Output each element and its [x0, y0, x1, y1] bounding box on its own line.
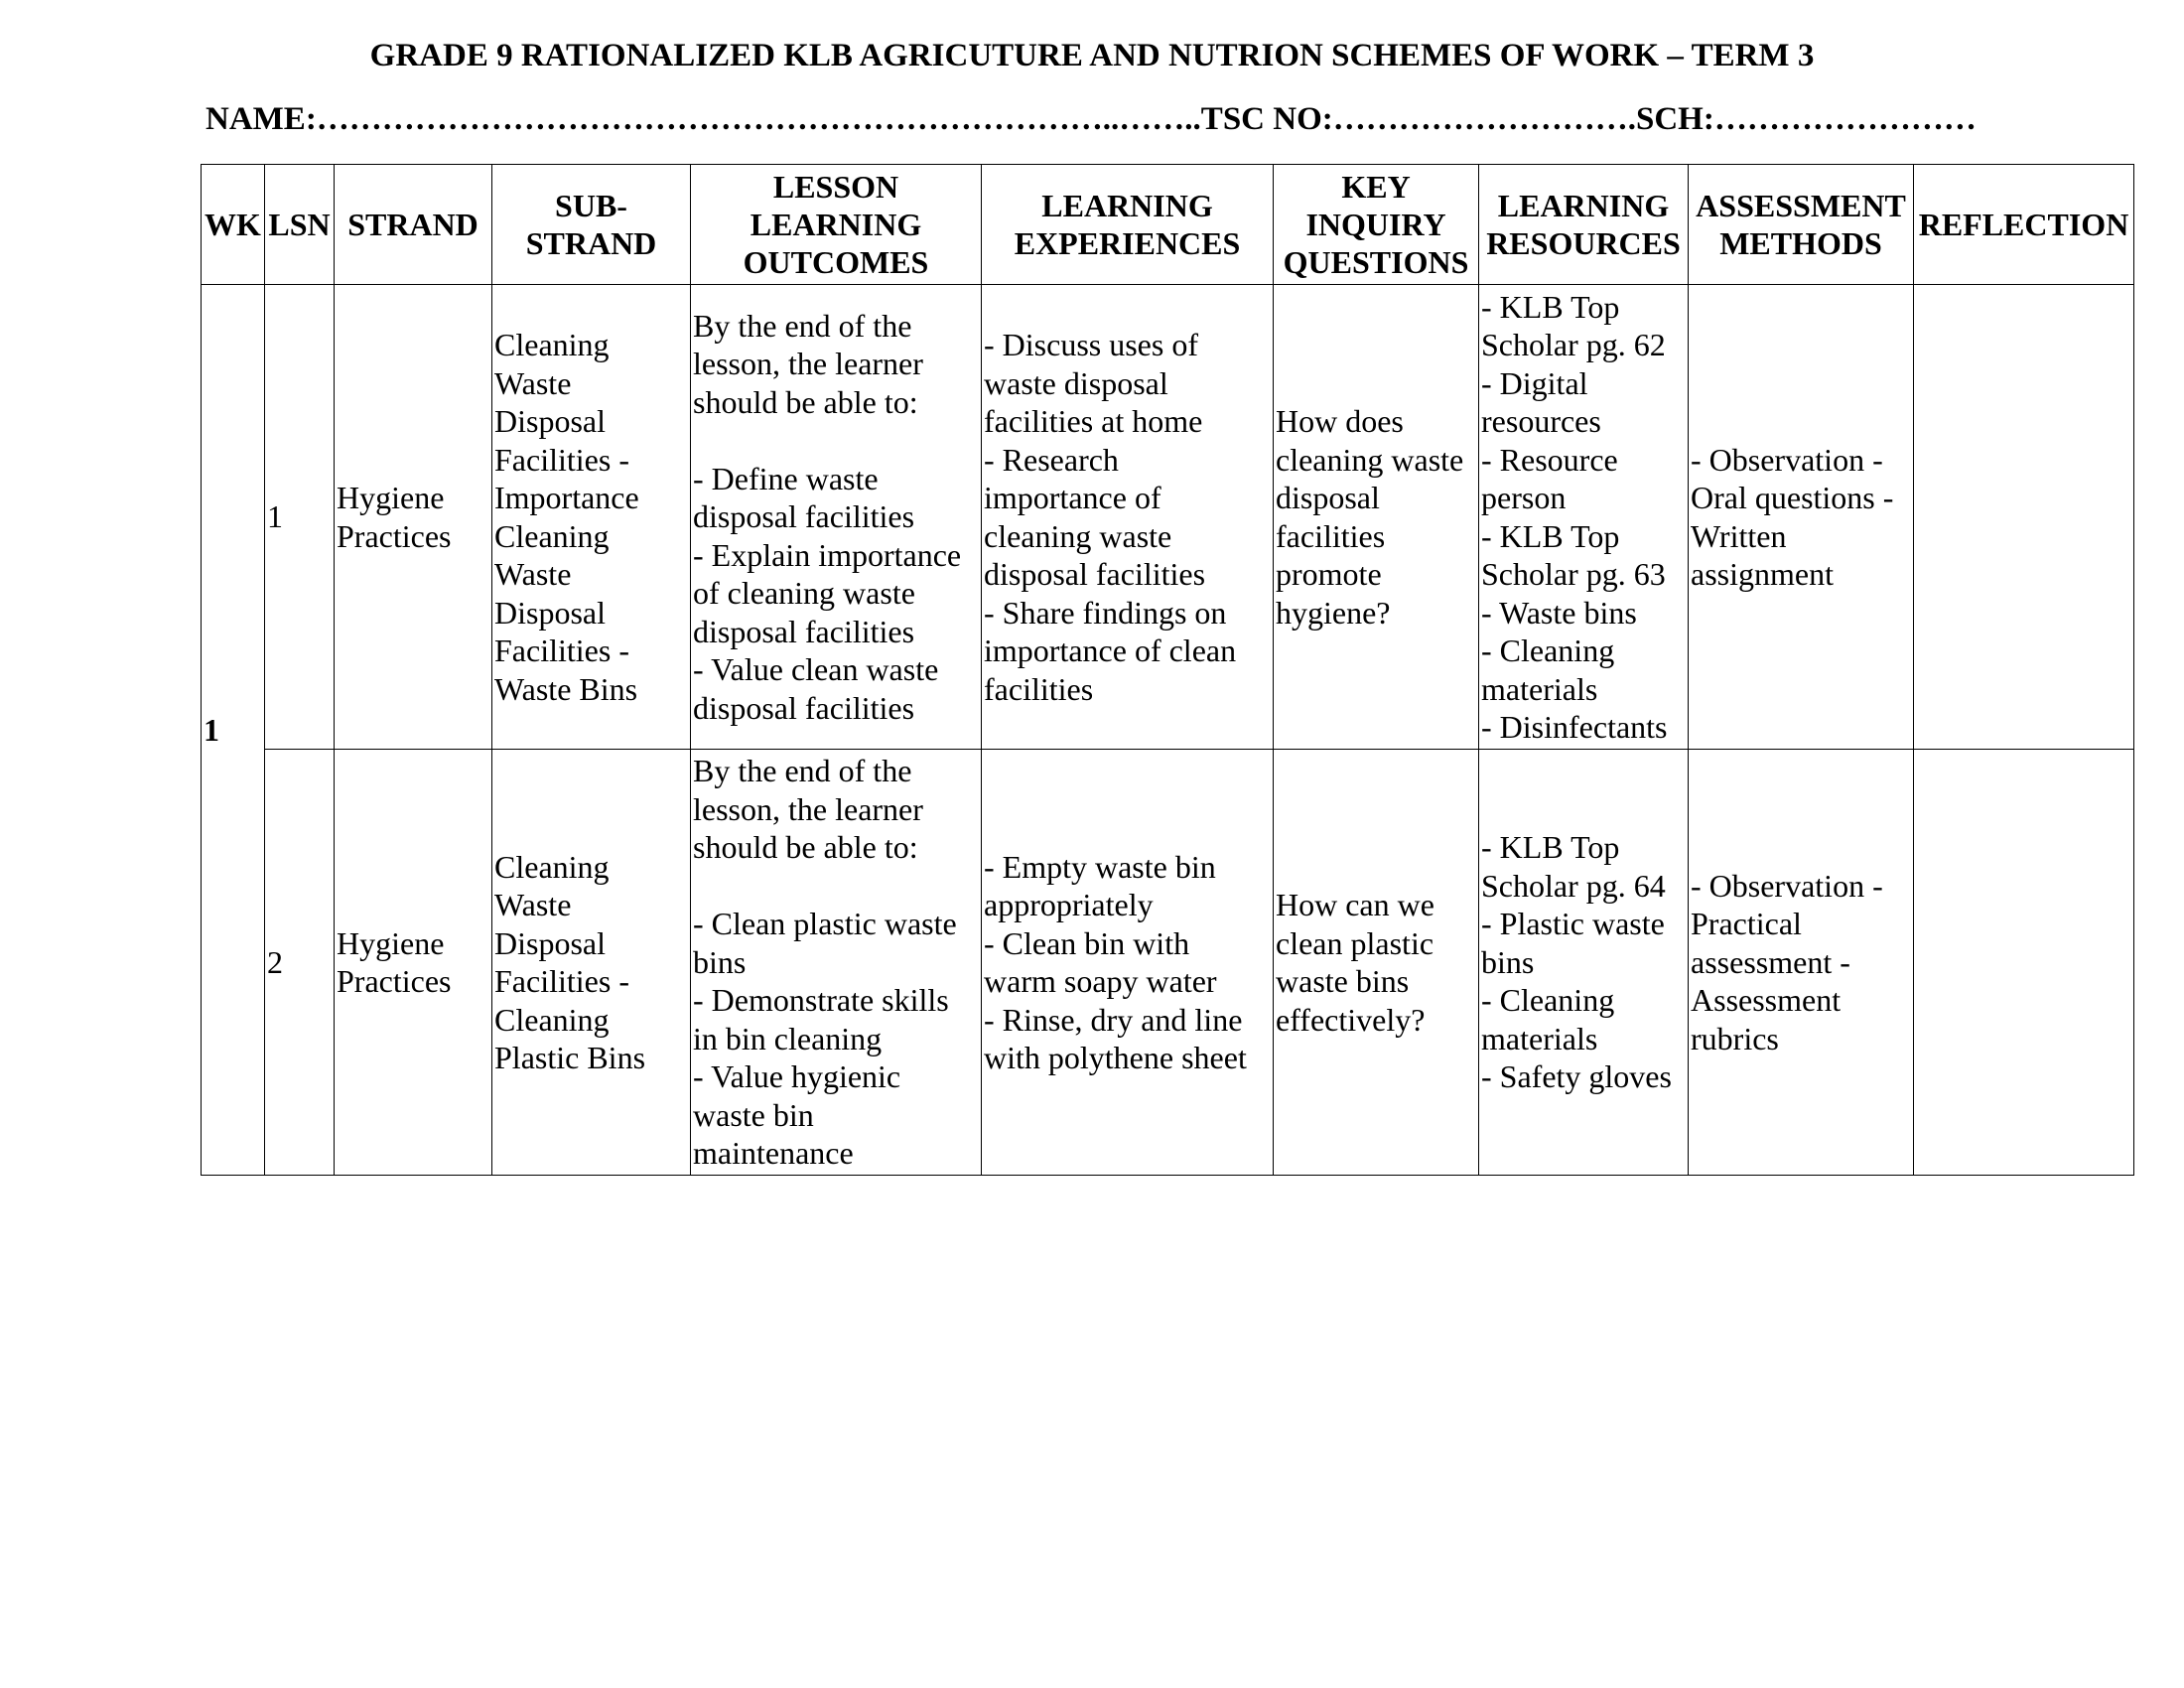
- header-week: WK: [202, 165, 265, 285]
- reflection-cell: [1914, 750, 2134, 1176]
- lesson-number-cell: 1: [265, 285, 335, 750]
- key-inquiry-question-cell: How can we clean plastic waste bins effectively?: [1274, 750, 1479, 1176]
- sub-strand-cell: Cleaning Waste Disposal Facilities - Importance Cleaning Waste Disposal Facilities - Waste Bins: [492, 285, 691, 750]
- strand-cell: Hygiene Practices: [335, 285, 492, 750]
- header-assessment-methods: ASSESSMENT METHODS: [1689, 165, 1914, 285]
- table-row: [202, 285, 2134, 750]
- learning-resources-cell: - KLB Top Scholar pg. 64 - Plastic waste bins - Cleaning materials - Safety gloves: [1479, 750, 1689, 1176]
- header-strand: STRAND: [335, 165, 492, 285]
- table-header-row: [202, 165, 2134, 285]
- strand-cell: Hygiene Practices: [335, 750, 492, 1176]
- assessment-methods-cell: - Observation - Practical assessment - Assessment rubrics: [1689, 750, 1914, 1176]
- schemes-of-work-table: [201, 164, 2134, 1176]
- learning-experiences-cell: - Discuss uses of waste disposal facilities at home - Research importance of cleaning waste disposal facilities - Share findings on importance of clean facilities: [982, 285, 1274, 750]
- week-number-cell: 1: [202, 285, 265, 1176]
- header-lesson: LSN: [265, 165, 335, 285]
- header-learning-outcomes: LESSON LEARNING OUTCOMES: [691, 165, 982, 285]
- learning-experiences-cell: - Empty waste bin appropriately - Clean bin with warm soapy water - Rinse, dry and line with polythene sheet: [982, 750, 1274, 1176]
- learning-outcomes-cell: By the end of the lesson, the learner should be able to: - Define waste disposal facilities - Explain importance of cleaning waste disposal facilities - Value clean waste disposal facilities: [691, 285, 982, 750]
- table-row: [202, 750, 2134, 1176]
- header-learning-experiences: LEARNING EXPERIENCES: [982, 165, 1274, 285]
- lesson-number-cell: 2: [265, 750, 335, 1176]
- reflection-cell: [1914, 285, 2134, 750]
- header-reflection: REFLECTION: [1914, 165, 2134, 285]
- header-learning-resources: LEARNING RESOURCES: [1479, 165, 1689, 285]
- header-key-inquiry-questions: KEY INQUIRY QUESTIONS: [1274, 165, 1479, 285]
- assessment-methods-cell: - Observation - Oral questions - Written assignment: [1689, 285, 1914, 750]
- document-title: GRADE 9 RATIONALIZED KLB AGRICUTURE AND NUTRION SCHEMES OF WORK – TERM 3: [369, 38, 1815, 73]
- teacher-details-line: NAME:………………………………………………………………..……..TSC NO:……………………….SCH:……………………: [205, 101, 1977, 137]
- header-sub-strand: SUB- STRAND: [492, 165, 691, 285]
- key-inquiry-question-cell: How does cleaning waste disposal facilities promote hygiene?: [1274, 285, 1479, 750]
- learning-outcomes-cell: By the end of the lesson, the learner should be able to: - Clean plastic waste bins - Demonstrate skills in bin cleaning - Value hygienic waste bin maintenance: [691, 750, 982, 1176]
- learning-resources-cell: - KLB Top Scholar pg. 62 - Digital resources - Resource person - KLB Top Scholar pg. 63 - Waste bins - Cleaning materials - Disinfectants: [1479, 285, 1689, 750]
- sub-strand-cell: Cleaning Waste Disposal Facilities - Cleaning Plastic Bins: [492, 750, 691, 1176]
